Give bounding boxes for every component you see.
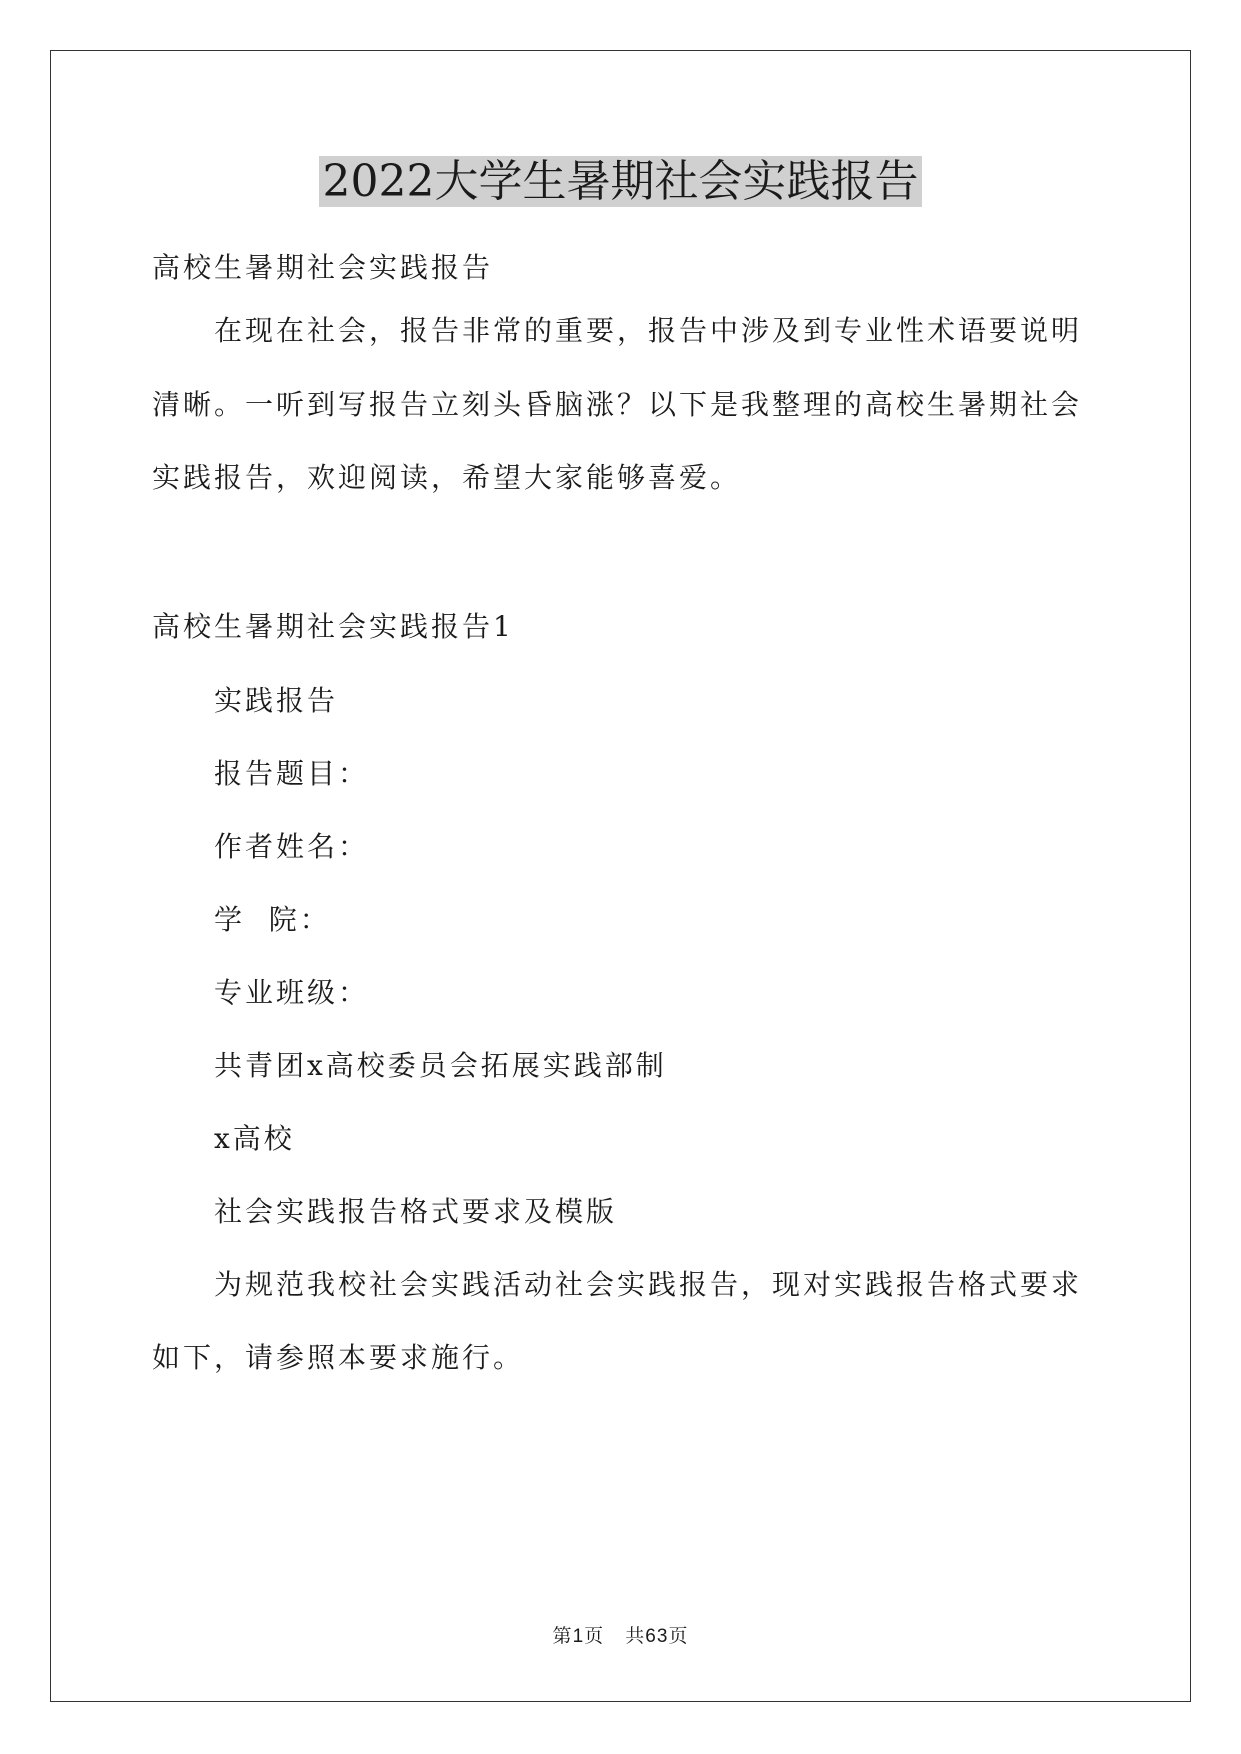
issuer-line: 共青团x高校委员会拓展实践部制 <box>214 1049 667 1082</box>
total-pages: 63 <box>645 1626 669 1647</box>
page-footer <box>0 1624 1241 1649</box>
report-label: 实践报告 <box>214 684 339 717</box>
author-name-field: 作者姓名： <box>214 830 370 863</box>
total-suffix: 页 <box>668 1625 689 1647</box>
section-heading: 高校生暑期社会实践报告1 <box>152 610 514 643</box>
document-title <box>0 152 1241 212</box>
intro-paragraph-line-3: 实践报告，欢迎阅读，希望大家能够喜爱。 <box>152 461 742 494</box>
total-prefix: 共 <box>625 1625 646 1647</box>
school-line: x高校 <box>214 1122 295 1155</box>
page-prefix: 第 <box>552 1625 573 1647</box>
subtitle-line: 高校生暑期社会实践报告 <box>152 251 494 284</box>
page-number: 1 <box>572 1626 585 1647</box>
document-title-text: 2022大学生暑期社会实践报告 <box>319 156 923 207</box>
class-field: 专业班级： <box>214 976 370 1009</box>
format-requirements-heading: 社会实践报告格式要求及模版 <box>214 1195 618 1228</box>
intro-paragraph-line-1: 在现在社会，报告非常的重要，报告中涉及到专业性术语要说明 <box>214 314 1083 347</box>
intro-paragraph-line-2: 清晰。一听到写报告立刻头昏脑涨？以下是我整理的高校生暑期社会 <box>152 388 1083 421</box>
format-paragraph-line-2: 如下，请参照本要求施行。 <box>152 1341 525 1374</box>
page-border <box>50 50 1191 1702</box>
college-field: 学 院： <box>214 903 331 936</box>
page-suffix: 页 <box>584 1625 605 1647</box>
format-paragraph-line-1: 为规范我校社会实践活动社会实践报告，现对实践报告格式要求 <box>214 1268 1083 1301</box>
report-title-field: 报告题目： <box>214 757 370 790</box>
